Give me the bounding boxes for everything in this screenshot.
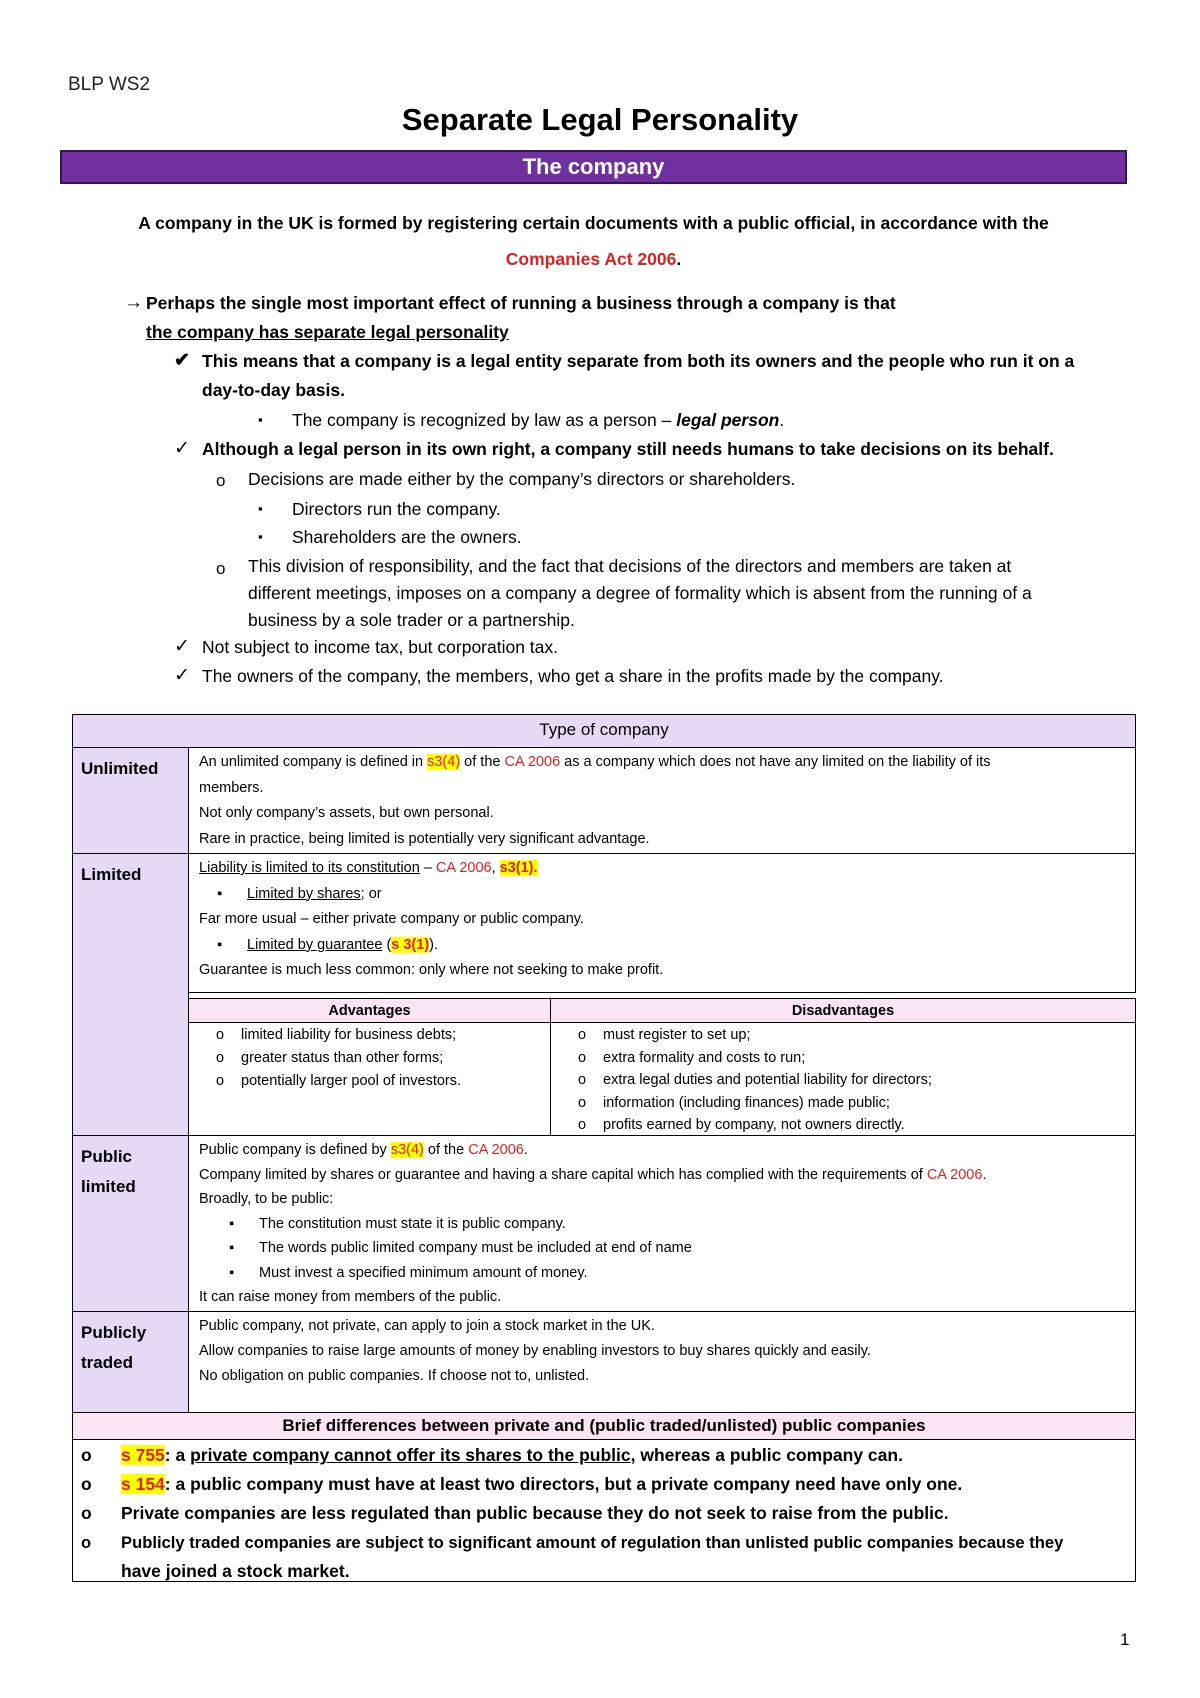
section-ref: s3(4) bbox=[390, 1142, 424, 1158]
text: , whereas a public company can. bbox=[630, 1445, 903, 1465]
check-4-text: The owners of the company, the members, who get a share in the profits made by the company. bbox=[202, 666, 944, 686]
text: private company cannot offer its shares to the public bbox=[190, 1445, 631, 1465]
text: ). bbox=[429, 936, 439, 953]
advantage-item bbox=[199, 1070, 540, 1093]
act-ref: CA 2006 bbox=[504, 754, 561, 770]
check-2-o1-s2: Shareholders are the owners. bbox=[292, 527, 522, 547]
text: Liability is limited to its constitution bbox=[199, 860, 420, 876]
check-mark-icon: ✓ bbox=[174, 636, 190, 657]
label-line: Publicly bbox=[81, 1323, 147, 1342]
section-ref: s 755 bbox=[121, 1445, 165, 1465]
row-content-unlimited bbox=[188, 747, 1136, 854]
circle-bullet-icon: o bbox=[577, 1072, 587, 1088]
check-2-text: Although a legal person in its own right, a company still needs humans to take decisions on its behalf. bbox=[202, 439, 1054, 459]
intro-line-1: A company in the UK is formed by registering certain documents with a public official, in accordance with the bbox=[138, 213, 1049, 233]
row-content-public-limited bbox=[188, 1135, 1136, 1312]
text: Limited by shares bbox=[247, 885, 361, 902]
text: of the bbox=[460, 754, 505, 770]
check-mark-icon: ✓ bbox=[174, 438, 190, 459]
row-label-unlimited: Unlimited bbox=[72, 747, 189, 854]
public-line-2 bbox=[199, 1163, 1125, 1188]
check-2-o1: Decisions are made either by the company’s directors or shareholders. bbox=[248, 469, 796, 489]
limited-line-3: Far more usual – either private company or public company. bbox=[199, 911, 584, 927]
limited-line-2 bbox=[199, 882, 1125, 908]
text: Private companies are less regulated than public because they do not seek to raise from the public. bbox=[121, 1503, 949, 1523]
page-number: 1 bbox=[1120, 1630, 1130, 1649]
check-1-sub bbox=[292, 407, 784, 433]
row-label-public-limited bbox=[72, 1135, 189, 1312]
row-content-limited bbox=[188, 853, 1136, 993]
public-line-1 bbox=[199, 1138, 1125, 1163]
limited-line-4 bbox=[199, 933, 1125, 959]
check-2-o2-line-3: business by a sole trader or a partnership. bbox=[248, 610, 575, 630]
text: as a company which does not have any limited on the liability of its bbox=[560, 754, 991, 770]
row-label-limited: Limited bbox=[72, 853, 189, 1136]
public-bullet bbox=[199, 1212, 1125, 1237]
text: , bbox=[491, 860, 500, 876]
text: limited liability for business debts; bbox=[241, 1027, 457, 1043]
public-bullet bbox=[199, 1236, 1125, 1261]
table-heading: Type of company bbox=[72, 714, 1136, 748]
intro-line-2 bbox=[60, 249, 1127, 270]
check-2-o2-line-2: different meetings, imposes on a company a degree of formality which is absent from the running of a bbox=[248, 583, 1032, 603]
text: extra legal duties and potential liability for directors; bbox=[603, 1072, 932, 1088]
text: information (including finances) made public; bbox=[603, 1094, 890, 1111]
brief-differences-table bbox=[72, 1412, 1136, 1582]
row-content-publicly-traded bbox=[188, 1311, 1136, 1414]
text: : a bbox=[164, 1445, 191, 1465]
text: Public company is defined by bbox=[199, 1142, 391, 1158]
square-bullet-icon: ▪ bbox=[229, 1215, 235, 1232]
text: The words public limited company must be included at end of name bbox=[259, 1240, 692, 1256]
square-bullet-icon: ▪ bbox=[258, 529, 263, 544]
advantages-heading: Advantages bbox=[188, 998, 551, 1023]
unlimited-line-1 bbox=[199, 750, 1125, 776]
act-ref: CA 2006 bbox=[926, 1166, 983, 1183]
text: must register to set up; bbox=[603, 1027, 751, 1043]
text: extra formality and costs to run; bbox=[603, 1049, 806, 1066]
disadvantages-list bbox=[550, 1022, 1136, 1136]
arrow-point-text: Perhaps the single most important effect of running a business through a company is that bbox=[146, 293, 896, 313]
section-band: The company bbox=[60, 150, 1127, 184]
text: ; or bbox=[360, 885, 382, 902]
check-2-o1-s1: Directors run the company. bbox=[292, 499, 501, 519]
text: Must invest a specified minimum amount of money. bbox=[259, 1264, 588, 1281]
circle-bullet-icon: o bbox=[215, 1050, 225, 1066]
label-line: traded bbox=[81, 1353, 133, 1372]
text: Company limited by shares or guarantee and having a share capital which has complied with the requirements of bbox=[199, 1166, 927, 1183]
brief-row-3 bbox=[81, 1499, 1127, 1528]
square-bullet-icon: ▪ bbox=[229, 1264, 235, 1281]
public-bullet bbox=[199, 1261, 1125, 1286]
disadvantage-item bbox=[561, 1069, 1125, 1092]
section-ref: s3(1). bbox=[499, 860, 538, 876]
arrow-icon: → bbox=[124, 292, 143, 313]
text: profits earned by company, not owners directly. bbox=[603, 1117, 905, 1133]
advantages-list bbox=[188, 1022, 551, 1136]
square-bullet-icon: ▪ bbox=[217, 885, 223, 902]
check-mark-icon: ✓ bbox=[174, 665, 190, 686]
brief-row-1 bbox=[81, 1441, 1127, 1470]
disadvantage-item bbox=[561, 1114, 1125, 1137]
disadvantage-item bbox=[561, 1047, 1125, 1070]
limited-line-1 bbox=[199, 856, 1125, 882]
unlimited-line-3: Not only company’s assets, but own personal. bbox=[199, 805, 494, 821]
text: Limited by guarantee bbox=[247, 936, 383, 953]
section-ref: s 3(1) bbox=[391, 936, 430, 953]
limited-line-5: Guarantee is much less common: only where not seeking to make profit. bbox=[199, 962, 664, 978]
traded-line-2: Allow companies to raise large amounts of money by enabling investors to buy shares quickly and easily. bbox=[199, 1343, 871, 1359]
advantage-item bbox=[199, 1047, 540, 1070]
row-label-publicly-traded bbox=[72, 1311, 189, 1414]
disadvantage-item bbox=[561, 1024, 1125, 1047]
circle-bullet-icon: o bbox=[81, 1445, 92, 1465]
circle-bullet-icon: o bbox=[81, 1533, 92, 1552]
label-line: Public bbox=[81, 1147, 133, 1166]
text: An unlimited company is defined in bbox=[199, 754, 428, 770]
text: . bbox=[523, 1142, 528, 1158]
text: : a public company must have at least two directors, but a private company need have only one. bbox=[164, 1474, 963, 1494]
intro-period: . bbox=[676, 249, 682, 269]
check-3-text: Not subject to income tax, but corporation tax. bbox=[202, 637, 559, 657]
text: Publicly traded companies are subject to significant amount of regulation than unlisted public companies because they bbox=[121, 1533, 1064, 1552]
arrow-point-underline: the company has separate legal personality bbox=[146, 322, 509, 342]
circle-bullet-icon: o bbox=[577, 1117, 587, 1133]
legal-person-text: The company is recognized by law as a person – bbox=[292, 410, 677, 430]
traded-line-3: No obligation on public companies. If choose not to, unlisted. bbox=[199, 1368, 590, 1384]
unlimited-line-4: Rare in practice, being limited is potentially very significant advantage. bbox=[199, 830, 650, 847]
public-line-3: Broadly, to be public: bbox=[199, 1191, 334, 1207]
brief-body bbox=[72, 1439, 1136, 1582]
brief-row-2 bbox=[81, 1470, 1127, 1499]
disadvantages-heading: Disadvantages bbox=[550, 998, 1136, 1023]
advantage-item bbox=[199, 1024, 540, 1047]
company-type-table bbox=[72, 714, 1136, 1414]
text: of the bbox=[423, 1142, 469, 1158]
text: The constitution must state it is public company. bbox=[259, 1215, 566, 1232]
circle-bullet-icon: o bbox=[215, 1073, 225, 1089]
square-bullet-icon: ▪ bbox=[217, 936, 223, 953]
check-2-o2-line-1: This division of responsibility, and the fact that decisions of the directors and members are taken at bbox=[248, 556, 1012, 576]
text: potentially larger pool of investors. bbox=[241, 1073, 462, 1089]
circle-bullet-icon: o bbox=[216, 559, 226, 578]
brief-row-4 bbox=[81, 1528, 1127, 1557]
circle-bullet-icon: o bbox=[81, 1503, 92, 1523]
companies-act-ref: Companies Act 2006 bbox=[505, 249, 677, 269]
circle-bullet-icon: o bbox=[215, 1027, 225, 1043]
text: . bbox=[982, 1166, 987, 1183]
page-title: Separate Legal Personality bbox=[401, 102, 799, 137]
text: – bbox=[419, 860, 436, 876]
check-mark-icon: ✔ bbox=[174, 350, 190, 371]
text: greater status than other forms; bbox=[241, 1050, 444, 1066]
brief-heading: Brief differences between private and (public traded/unlisted) public companies bbox=[72, 1412, 1136, 1440]
square-bullet-icon: ▪ bbox=[258, 412, 263, 427]
brief-row-4-continued: have joined a stock market. bbox=[121, 1561, 350, 1581]
section-ref: s3(4) bbox=[427, 754, 461, 770]
section-ref: s 154 bbox=[121, 1474, 165, 1494]
check-1-line-1: This means that a company is a legal entity separate from both its owners and the people who run it on a bbox=[202, 351, 1075, 371]
unlimited-line-2: members. bbox=[199, 779, 264, 796]
circle-bullet-icon: o bbox=[577, 1049, 587, 1066]
act-ref: CA 2006 bbox=[435, 860, 492, 876]
circle-bullet-icon: o bbox=[577, 1094, 587, 1111]
public-line-4: It can raise money from members of the public. bbox=[199, 1289, 502, 1305]
text: ( bbox=[382, 936, 392, 953]
square-bullet-icon: ▪ bbox=[229, 1240, 235, 1256]
circle-bullet-icon: o bbox=[81, 1474, 92, 1494]
square-bullet-icon: ▪ bbox=[258, 501, 263, 516]
disadvantage-item bbox=[561, 1092, 1125, 1115]
traded-line-1: Public company, not private, can apply to join a stock market in the UK. bbox=[199, 1318, 655, 1334]
check-1-line-2: day-to-day basis. bbox=[202, 380, 345, 400]
legal-person-term: legal person bbox=[676, 410, 780, 430]
label-line: limited bbox=[81, 1177, 136, 1196]
circle-bullet-icon: o bbox=[577, 1027, 587, 1043]
running-header: BLP WS2 bbox=[68, 74, 151, 95]
circle-bullet-icon: o bbox=[216, 471, 226, 490]
act-ref: CA 2006 bbox=[468, 1142, 524, 1158]
legal-person-end: . bbox=[779, 410, 785, 430]
